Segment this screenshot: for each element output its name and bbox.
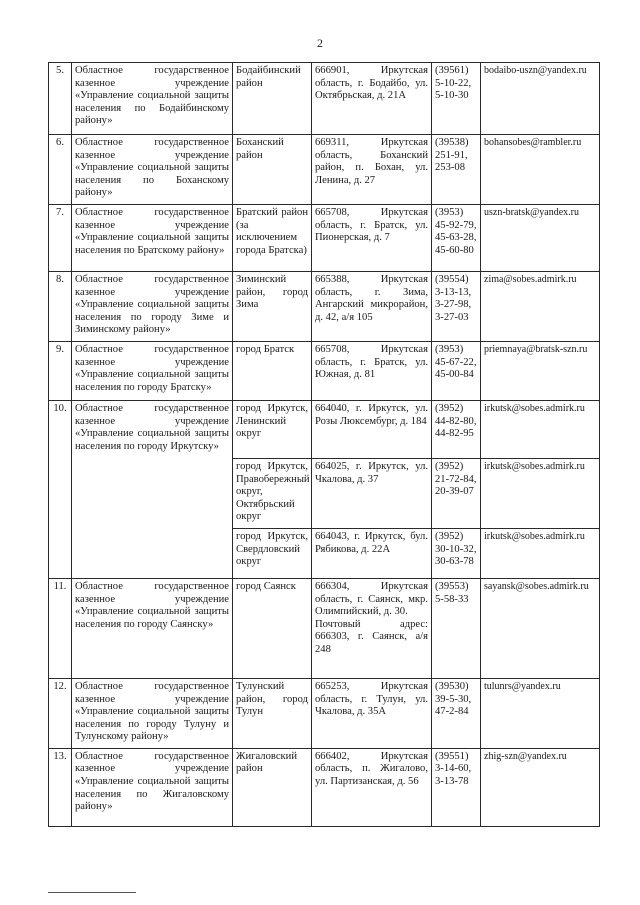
phone	[432, 63, 481, 135]
phone-text: (3952) 44-82-80, 44-82-95	[435, 402, 477, 440]
address	[312, 678, 432, 748]
address	[312, 63, 432, 135]
phone	[432, 271, 481, 341]
table-row	[49, 748, 600, 826]
email-text: zima@sobes.admirk.ru	[484, 273, 577, 285]
table-row	[49, 135, 600, 205]
email-text: irkutsk@sobes.admirk.ru	[484, 402, 585, 414]
footnote-divider	[48, 892, 136, 893]
row-number	[49, 135, 72, 205]
row-number	[49, 400, 72, 578]
row-number	[49, 748, 72, 826]
row-number-text: 7.	[56, 206, 64, 218]
row-number-text: 5.	[56, 65, 64, 76]
address-text: 669311, Иркутская область, Боханский район, п. Бохан, ул. Ленина, д. 27	[315, 137, 428, 186]
district	[233, 400, 312, 458]
phone-text: (39551) 3-14-60, 3-13-78	[435, 750, 472, 788]
email-text: sayansk@sobes.admirk.ru	[484, 580, 589, 592]
phone-text: (3953) 45-92-79, 45-63-28, 45-60-80	[435, 206, 477, 256]
row-number-text: 6.	[56, 137, 64, 148]
address-text: 666304, Иркутская область, г. Саянск, мкр. Олимпийский, д. 30.	[315, 580, 428, 618]
email	[481, 204, 600, 271]
phone	[432, 341, 481, 400]
email-text: priemnaya@bratsk-szn.ru	[484, 343, 588, 355]
district-text: город Братск	[236, 343, 295, 355]
address-text: 664025, г. Иркутск, ул. Чкалова, д. 37	[315, 460, 428, 485]
row-number-text: 10.	[53, 402, 67, 414]
district-text: Зиминский район, город Зима	[236, 273, 308, 311]
phone-text: (3952) 21-72-84, 20-39-07	[435, 460, 477, 498]
phone	[432, 135, 481, 205]
email	[481, 271, 600, 341]
district-text: город Иркутск, Свердловский округ	[236, 530, 308, 568]
table-row	[49, 271, 600, 341]
address-text: 666402, Иркутская область, п. Жигалово, ул. Партизанская, д. 56	[315, 750, 428, 788]
page-number: 2	[317, 36, 323, 50]
organization-name	[72, 204, 233, 271]
organization-name	[72, 400, 233, 578]
email-text: uszn-bratsk@yandex.ru	[484, 206, 580, 218]
email	[481, 135, 600, 205]
district	[233, 578, 312, 678]
phone-text: (39561) 5-10-22, 5-10-30	[435, 65, 472, 102]
phone	[432, 458, 481, 528]
organization-name-text: Областное государственное казенное учреждение «Управление социальной защиты населения по городу Тулуну и Тулунскому району»	[75, 680, 229, 743]
email-text: bodaibo-uszn@yandex.ru	[484, 65, 587, 76]
row-number	[49, 63, 72, 135]
address	[312, 204, 432, 271]
organization-name-text: Областное государственное казенное учреждение «Управление социальной защиты населения по Жигаловскому району»	[75, 750, 229, 813]
email-text: irkutsk@sobes.admirk.ru	[484, 460, 585, 472]
district-text: Бодайбинский район	[236, 65, 301, 89]
organization-name-text: Областное государственное казенное учреждение «Управление социальной защиты населения по городу Саянску»	[75, 580, 229, 630]
district	[233, 271, 312, 341]
address-text: 664043, г. Иркутск, бул. Рябикова, д. 22А	[315, 530, 428, 555]
organization-name	[72, 63, 233, 135]
address	[312, 341, 432, 400]
email	[481, 63, 600, 135]
district	[233, 458, 312, 528]
row-number-text: 9.	[56, 343, 64, 355]
row-number-text: 8.	[56, 273, 64, 285]
row-number	[49, 678, 72, 748]
email	[481, 400, 600, 458]
district-text: город Саянск	[236, 580, 296, 592]
address-text: 665253, Иркутская область, г. Тулун, ул. Чкалова, д. 35А	[315, 680, 428, 718]
organization-name	[72, 748, 233, 826]
row-number	[49, 271, 72, 341]
address	[312, 271, 432, 341]
phone-text: (39553) 5-58-33	[435, 580, 469, 605]
organization-name-text: Областное государственное казенное учреждение «Управление социальной защиты населения по городу Братску»	[75, 343, 229, 393]
phone	[432, 204, 481, 271]
address	[312, 748, 432, 826]
table-body	[49, 63, 600, 827]
email	[481, 748, 600, 826]
phone-text: (39538) 251-91, 253-08	[435, 137, 469, 174]
table-row	[49, 578, 600, 678]
address-text: 665708, Иркутская область, г. Братск, ул. Южная, д. 81	[315, 343, 428, 381]
organization-name	[72, 578, 233, 678]
row-number-text: 12.	[53, 680, 67, 692]
agencies-table	[48, 62, 600, 827]
row-number	[49, 204, 72, 271]
row-number-text: 13.	[53, 750, 67, 762]
district	[233, 678, 312, 748]
district-text: город Иркутск, Ленинский округ	[236, 402, 308, 440]
address-text: 665388, Иркутская область, г. Зима, Ангарский микрорайон, д. 42, а/я 105	[315, 273, 428, 323]
district-text: Тулунский район, город Тулун	[236, 680, 308, 718]
organization-name-text: Областное государственное казенное учреждение «Управление социальной защиты населения по Боханскому району»	[75, 137, 229, 199]
address	[312, 578, 432, 678]
district-text: город Иркутск, Правобережный округ, Октябрьский округ	[236, 460, 310, 523]
row-number	[49, 578, 72, 678]
district	[233, 204, 312, 271]
table-row	[49, 341, 600, 400]
row-number	[49, 341, 72, 400]
address-text: 666901, Иркутская область, г. Бодайбо, ул. Октябрьская, д. 21А	[315, 65, 428, 102]
district	[233, 341, 312, 400]
organization-name	[72, 135, 233, 205]
table-row	[49, 678, 600, 748]
email	[481, 678, 600, 748]
phone-text: (39530) 39-5-30, 47-2-84	[435, 680, 472, 718]
district-text: Жигаловский район	[236, 750, 298, 775]
district-text: Боханский район	[236, 137, 284, 161]
phone	[432, 678, 481, 748]
address-text: 665708, Иркутская область, г. Братск, ул. Пионерская, д. 7	[315, 206, 428, 244]
email	[481, 578, 600, 678]
district	[233, 135, 312, 205]
phone	[432, 528, 481, 578]
phone	[432, 578, 481, 678]
table-row	[49, 63, 600, 135]
district	[233, 63, 312, 135]
organization-name-text: Областное государственное казенное учреждение «Управление социальной защиты населения по городу Иркутску»	[75, 402, 229, 452]
organization-name	[72, 271, 233, 341]
email	[481, 341, 600, 400]
address	[312, 135, 432, 205]
email-text: zhig-szn@yandex.ru	[484, 750, 567, 762]
address-text: 664040, г. Иркутск, ул. Розы Люксембург, д. 184	[315, 402, 428, 427]
organization-name-text: Областное государственное казенное учреждение «Управление социальной защиты населения по Бодайбинскому району»	[75, 65, 229, 127]
email-text: irkutsk@sobes.admirk.ru	[484, 530, 585, 542]
district-text: Братский район (за исключением города Братска)	[236, 206, 308, 256]
email	[481, 458, 600, 528]
organization-name-text: Областное государственное казенное учреждение «Управление социальной защиты населения по городу Зиме и Зиминскому району»	[75, 273, 229, 336]
phone-text: (3952) 30-10-32, 30-63-78	[435, 530, 477, 568]
email	[481, 528, 600, 578]
address	[312, 400, 432, 458]
organization-name	[72, 341, 233, 400]
district	[233, 748, 312, 826]
phone	[432, 748, 481, 826]
address	[312, 458, 432, 528]
phone	[432, 400, 481, 458]
email-text: bohansobes@rambler.ru	[484, 137, 582, 148]
organization-name-text: Областное государственное казенное учреждение «Управление социальной защиты населения по Братскому району»	[75, 206, 229, 256]
district	[233, 528, 312, 578]
phone-text: (3953) 45-67-22, 45-00-84	[435, 343, 477, 381]
table-row	[49, 400, 600, 458]
organization-name	[72, 678, 233, 748]
address-extra: Почтовый адрес: 666303, г. Саянск, а/я 248	[315, 618, 428, 655]
address	[312, 528, 432, 578]
phone-text: (39554) 3-13-13, 3-27-98, 3-27-03	[435, 273, 472, 323]
email-text: tulunrs@yandex.ru	[484, 680, 561, 692]
row-number-text: 11.	[53, 580, 67, 592]
table-row	[49, 204, 600, 271]
